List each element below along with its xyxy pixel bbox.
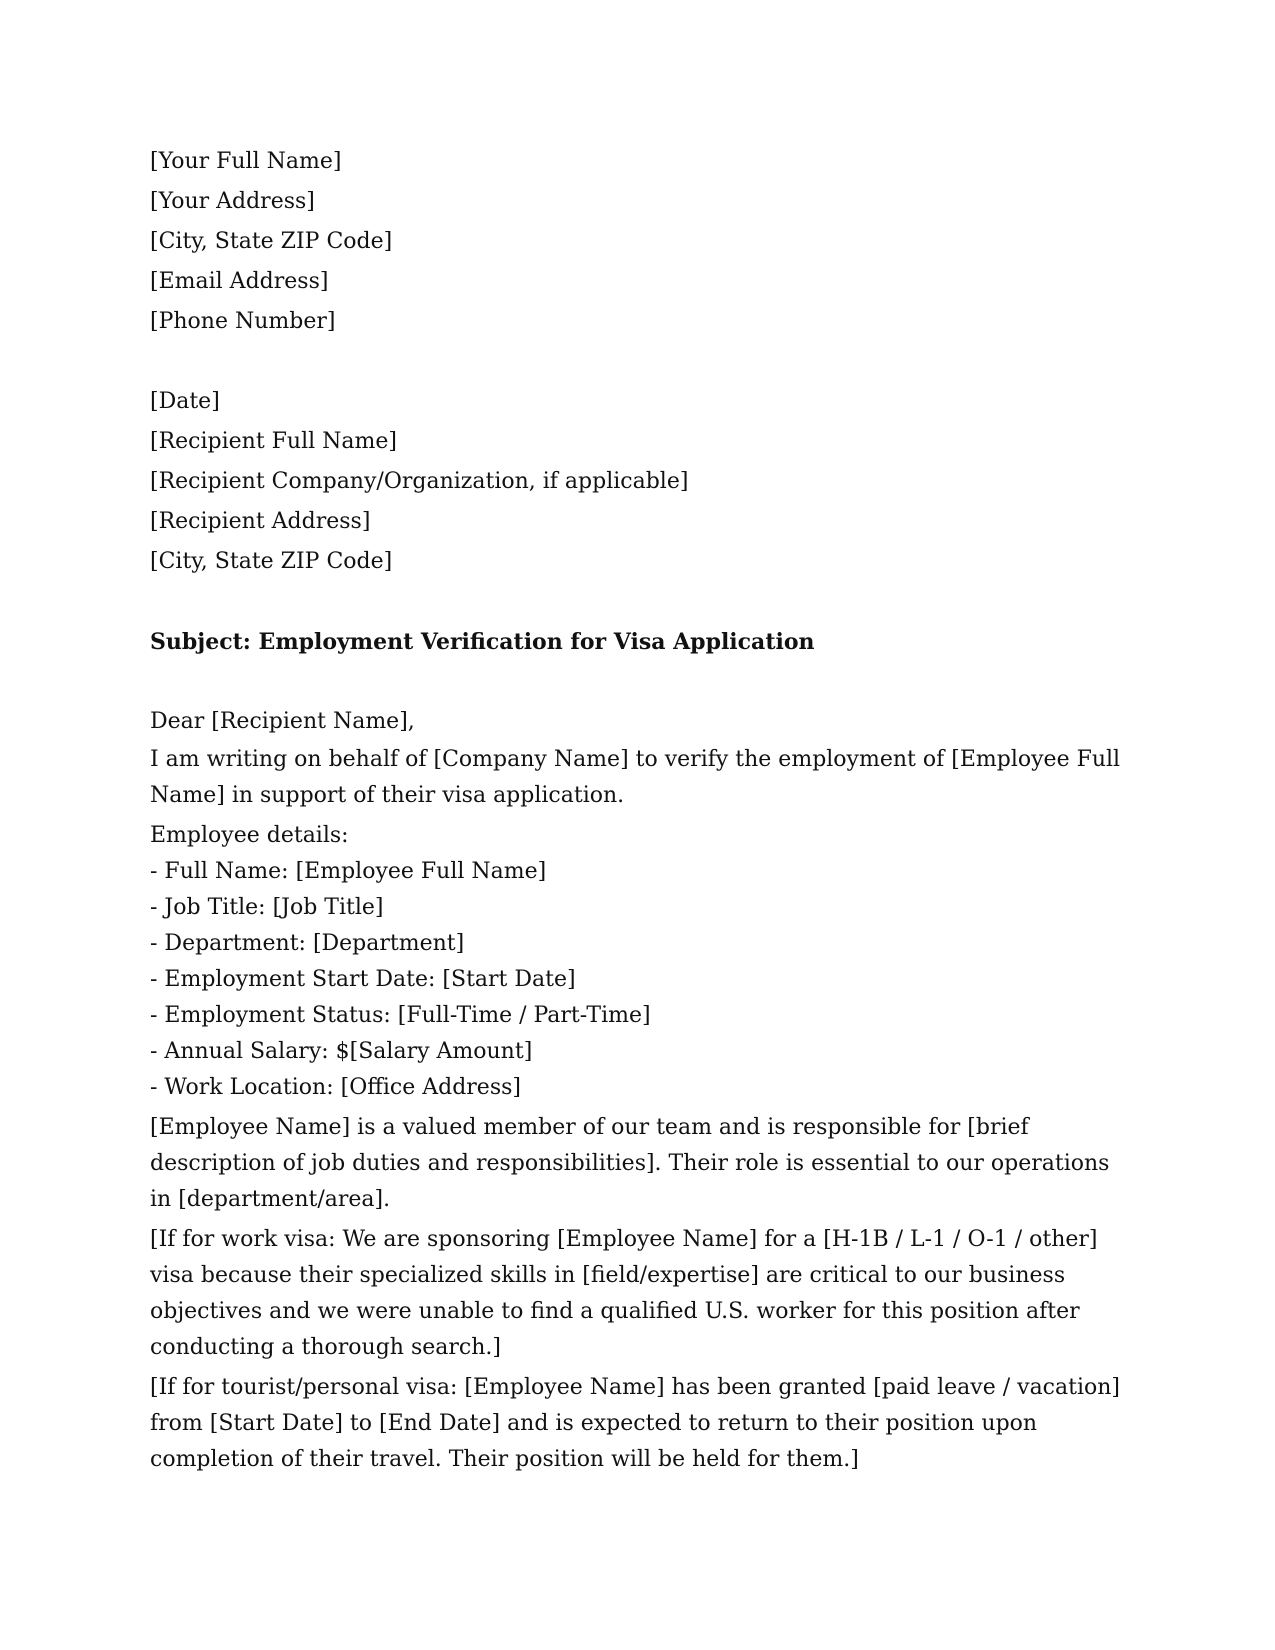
list-item: - Employment Status: [Full-Time / Part-Time] — [150, 1003, 651, 1028]
recipient-block — [150, 382, 1125, 582]
recipient-company: [Recipient Company/Organization, if applicable] — [150, 469, 689, 494]
list-item: - Department: [Department] — [150, 931, 465, 956]
list-item: - Work Location: [Office Address] — [150, 1075, 521, 1100]
subject-line: Subject: Employment Verification for Visa Application — [150, 629, 815, 655]
sender-phone: [Phone Number] — [150, 309, 336, 334]
letter-date: [Date] — [150, 389, 220, 414]
recipient-name: [Recipient Full Name] — [150, 429, 397, 454]
intro-paragraph: I am writing on behalf of [Company Name] to verify the employment of [Employee Full Name] in support of their visa application. — [150, 747, 1121, 808]
sender-address: [Your Address] — [150, 189, 315, 214]
list-item: - Employment Start Date: [Start Date] — [150, 967, 576, 992]
sender-name: [Your Full Name] — [150, 149, 342, 174]
sender-email: [Email Address] — [150, 269, 329, 294]
role-paragraph: [Employee Name] is a valued member of our team and is responsible for [brief description of job duties and responsibilities]. Their role is essential to our operations in [department/area]. — [150, 1115, 1110, 1212]
recipient-address: [Recipient Address] — [150, 509, 371, 534]
details-list — [150, 854, 1125, 1106]
letter-page — [150, 142, 1125, 1478]
sender-city-state-zip: [City, State ZIP Code] — [150, 229, 393, 254]
tourist-visa-paragraph: [If for tourist/personal visa: [Employee Name] has been granted [paid leave / vacation] from [Start Date] to [End Date] and is expected to return to their position upon completion of their travel. Their position will be held for them.] — [150, 1375, 1120, 1472]
list-item: - Annual Salary: $[Salary Amount] — [150, 1039, 533, 1064]
work-visa-paragraph: [If for work visa: We are sponsoring [Employee Name] for a [H-1B / L-1 / O-1 / other] visa because their specialized skills in [field/expertise] are critical to our business objectives and we were unable to find a qualified U.S. worker for this position after conducting a thorough search.] — [150, 1227, 1098, 1360]
sender-block — [150, 142, 1125, 342]
details-heading: Employee details: — [150, 823, 349, 848]
recipient-city-state-zip: [City, State ZIP Code] — [150, 549, 393, 574]
salutation: Dear [Recipient Name], — [150, 709, 415, 734]
list-item: - Full Name: [Employee Full Name] — [150, 859, 547, 884]
list-item: - Job Title: [Job Title] — [150, 895, 384, 920]
